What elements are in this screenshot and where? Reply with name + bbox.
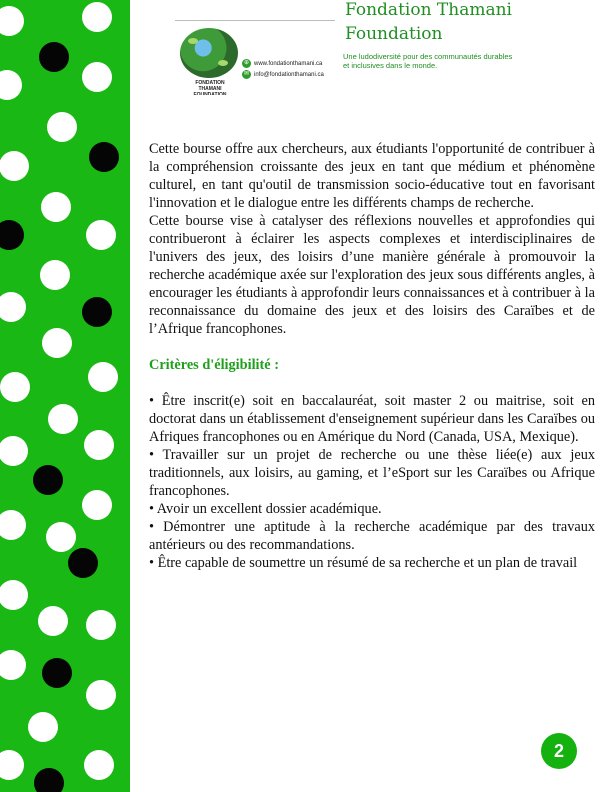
polka-dot xyxy=(0,510,26,540)
polka-dot xyxy=(82,297,112,327)
polka-dot xyxy=(42,328,72,358)
header-divider xyxy=(175,20,335,21)
polka-dot xyxy=(88,362,118,392)
polka-dot xyxy=(82,2,112,32)
polka-dot xyxy=(0,372,30,402)
letterhead xyxy=(170,0,560,95)
polka-dot xyxy=(46,522,76,552)
criteria-item: • Travailler sur un projet de recherche ou une thèse liée(e) aux jeux traditionnels, aux loisirs, au gaming, et l’eSport sur les Caraïbes ou Afrique francophones. xyxy=(149,447,595,499)
polka-dot xyxy=(40,260,70,290)
polka-dot xyxy=(0,220,24,250)
email-link[interactable]: info@fondationthamani.ca xyxy=(254,71,324,78)
main-text xyxy=(149,140,595,572)
aim-paragraph: Cette bourse vise à catalyser des réflexions nouvelles et approfondies qui contribueront à éclairer les aspects complexes et interdisciplinaires de l'univers des jeux, des loisirs d’une manière générale à promouvoir la recherche académique axée sur l'exploration des jeux sous différents angles, à encourager les étudiants à approfondir leurs connaissances et à contribuer à la reconnaissance du domaine des jeux et des loisirs des Caraïbes et de l’Afrique francophones. xyxy=(149,213,595,337)
polka-dot xyxy=(48,404,78,434)
website-link[interactable]: www.fondationthamani.ca xyxy=(254,60,323,67)
brand-title xyxy=(345,0,512,46)
polka-dot xyxy=(0,650,26,680)
polka-dot xyxy=(41,192,71,222)
polka-dot xyxy=(28,712,58,742)
polka-dot xyxy=(34,768,64,792)
email-row xyxy=(242,69,324,80)
brand-title-line2: Foundation xyxy=(345,24,443,44)
polka-dot xyxy=(86,680,116,710)
polka-dot xyxy=(33,465,63,495)
contact-block xyxy=(242,58,324,80)
polka-dot xyxy=(86,220,116,250)
polka-dot xyxy=(0,750,24,780)
polka-dot xyxy=(84,750,114,780)
criteria-item: • Avoir un excellent dossier académique. xyxy=(149,501,382,517)
brand-title-line1: Fondation Thamani xyxy=(345,0,512,20)
polka-dot xyxy=(68,548,98,578)
mail-icon: ✉ xyxy=(243,71,250,77)
criteria-item: • Être capable de soumettre un résumé de sa recherche et un plan de travail xyxy=(149,555,578,571)
polka-dot xyxy=(39,42,69,72)
decorative-polka-dot-sidebar xyxy=(0,0,130,792)
polka-dot xyxy=(0,6,24,36)
polka-dot xyxy=(38,606,68,636)
polka-dot xyxy=(0,151,29,181)
criteria-item: • Être inscrit(e) soit en baccalauréat, soit master 2 ou maitrise, soit en doctorat dans un établissement d'enseignement supérieur dans les Caraïbes ou Afriques francophones ou en Amérique du Nord (Canada, USA, Mexique). xyxy=(149,393,595,445)
polka-dot xyxy=(0,70,22,100)
globe-icon: ⊕ xyxy=(243,60,250,66)
polka-dot xyxy=(0,436,28,466)
intro-paragraph: Cette bourse offre aux chercheurs, aux étudiants l'opportunité de contribuer à la compréhension croissante des jeux en tant que médium et phénomène culturel, en tant qu'outil de transmission socio-éducative tout en favorisant l'innovation et le dialogue entre les différents champs de recherche. xyxy=(149,141,595,211)
criteria-item: • Démontrer une aptitude à la recherche académique par des travaux antérieurs ou des recommandations. xyxy=(149,519,595,553)
polka-dot xyxy=(0,292,26,322)
brand-tagline: Une ludodiversité pour des communautés durables et inclusives dans le monde. xyxy=(343,52,513,70)
polka-dot xyxy=(86,610,116,640)
website-row xyxy=(242,58,324,69)
polka-dot xyxy=(0,580,28,610)
polka-dot xyxy=(82,490,112,520)
criteria-heading: Critères d'éligibilité : xyxy=(149,357,279,373)
polka-dot xyxy=(82,62,112,92)
polka-dot xyxy=(84,430,114,460)
polka-dot xyxy=(89,142,119,172)
foundation-logo-icon xyxy=(180,28,238,78)
logo-caption: FONDATION THAMANI FOUNDATION xyxy=(193,80,227,95)
polka-dot xyxy=(47,112,77,142)
page-number-badge: 2 xyxy=(541,733,577,769)
polka-dot xyxy=(42,658,72,688)
